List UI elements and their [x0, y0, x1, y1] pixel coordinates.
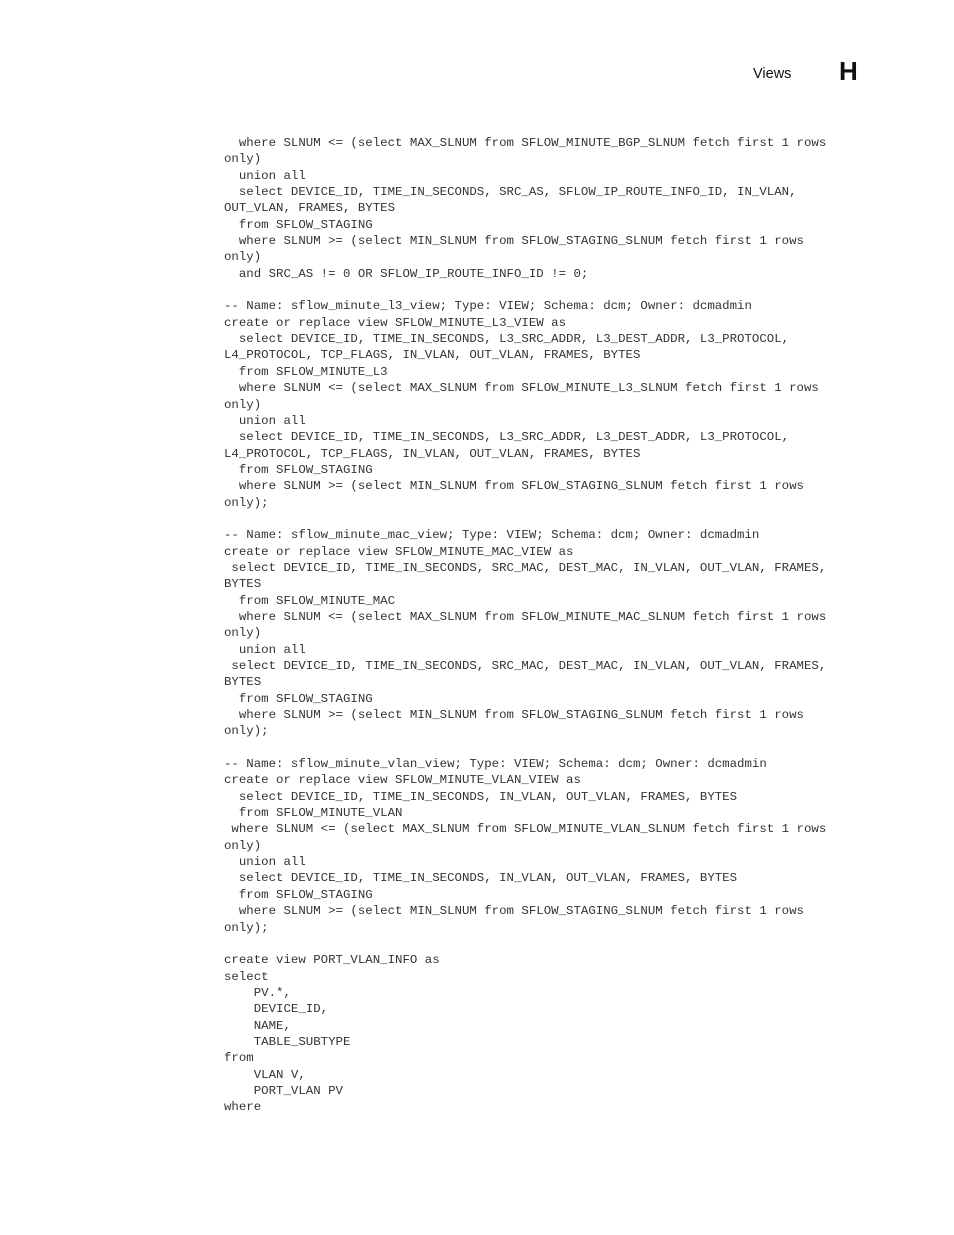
code-line: PORT_VLAN PV	[224, 1083, 343, 1098]
code-line: create view PORT_VLAN_INFO as	[224, 953, 440, 968]
code-line: L4_PROTOCOL, TCP_FLAGS, IN_VLAN, OUT_VLAN, FRAMES, BYTES	[224, 446, 641, 461]
section-title: Views	[753, 66, 792, 82]
code-line: where	[224, 1100, 262, 1115]
code-line	[224, 511, 826, 527]
code-line: from SFLOW_STAGING	[224, 691, 373, 706]
code-line: create or replace view SFLOW_MINUTE_VLAN_VIEW as	[224, 773, 581, 788]
code-line: -- Name: sflow_minute_l3_view; Type: VIEW; Schema: dcm; Owner: dcmadmin	[224, 299, 752, 314]
code-line: select DEVICE_ID, TIME_IN_SECONDS, SRC_MAC, DEST_MAC, IN_VLAN, OUT_VLAN, FRAMES,	[224, 560, 827, 575]
code-line	[224, 936, 826, 952]
code-line: only)	[224, 397, 262, 412]
code-line: PV.*,	[224, 985, 291, 1000]
code-line: only)	[224, 626, 262, 641]
code-line: create or replace view SFLOW_MINUTE_L3_VIEW as	[224, 315, 567, 330]
code-line: select DEVICE_ID, TIME_IN_SECONDS, L3_SRC_ADDR, L3_DEST_ADDR, L3_PROTOCOL,	[224, 430, 790, 445]
code-line: OUT_VLAN, FRAMES, BYTES	[224, 201, 396, 216]
code-line: from SFLOW_MINUTE_L3	[224, 364, 388, 379]
code-line: -- Name: sflow_minute_mac_view; Type: VIEW; Schema: dcm; Owner: dcmadmin	[224, 528, 760, 543]
code-line: BYTES	[224, 675, 262, 690]
code-line: union all	[224, 413, 306, 428]
code-line	[224, 282, 826, 298]
code-line: select DEVICE_ID, TIME_IN_SECONDS, IN_VLAN, OUT_VLAN, FRAMES, BYTES	[224, 789, 738, 804]
code-line: DEVICE_ID,	[224, 1002, 329, 1017]
code-line: from SFLOW_MINUTE_VLAN	[224, 806, 403, 821]
code-line: select DEVICE_ID, TIME_IN_SECONDS, IN_VLAN, OUT_VLAN, FRAMES, BYTES	[224, 871, 738, 886]
code-line: from	[224, 1051, 254, 1066]
code-line: VLAN V,	[224, 1067, 306, 1082]
code-line: only)	[224, 250, 262, 265]
code-line: from SFLOW_STAGING	[224, 887, 373, 902]
code-line: only)	[224, 838, 262, 853]
code-line: L4_PROTOCOL, TCP_FLAGS, IN_VLAN, OUT_VLAN, FRAMES, BYTES	[224, 348, 641, 363]
code-line	[224, 740, 826, 756]
code-line: select DEVICE_ID, TIME_IN_SECONDS, SRC_MAC, DEST_MAC, IN_VLAN, OUT_VLAN, FRAMES,	[224, 659, 827, 673]
code-line: only)	[224, 152, 262, 167]
code-line: select DEVICE_ID, TIME_IN_SECONDS, SRC_AS, SFLOW_IP_ROUTE_INFO_ID, IN_VLAN,	[224, 185, 797, 200]
chapter-letter: H	[839, 56, 858, 86]
code-line: only);	[224, 920, 269, 935]
code-line: where SLNUM <= (select MAX_SLNUM from SFLOW_MINUTE_BGP_SLNUM fetch first 1 rows	[224, 136, 827, 150]
code-line: union all	[224, 642, 306, 657]
code-line: union all	[224, 855, 306, 870]
code-line: where SLNUM >= (select MIN_SLNUM from SFLOW_STAGING_SLNUM fetch first 1 rows	[224, 479, 804, 494]
code-line: TABLE_SUBTYPE	[224, 1034, 351, 1049]
code-line: from SFLOW_MINUTE_MAC	[224, 593, 396, 608]
code-line: from SFLOW_STAGING	[224, 462, 373, 477]
code-line: from SFLOW_STAGING	[224, 217, 373, 232]
code-line: where SLNUM >= (select MIN_SLNUM from SFLOW_STAGING_SLNUM fetch first 1 rows	[224, 234, 804, 249]
code-line: only);	[224, 724, 269, 739]
code-line: BYTES	[224, 577, 262, 592]
code-line: where SLNUM <= (select MAX_SLNUM from SFLOW_MINUTE_VLAN_SLNUM fetch first 1 rows	[224, 822, 827, 837]
code-line: union all	[224, 168, 306, 183]
code-line: select DEVICE_ID, TIME_IN_SECONDS, L3_SRC_ADDR, L3_DEST_ADDR, L3_PROTOCOL,	[224, 332, 790, 347]
code-block	[224, 135, 826, 1116]
code-line: select	[224, 969, 269, 984]
code-line: and SRC_AS != 0 OR SFLOW_IP_ROUTE_INFO_ID != 0;	[224, 266, 589, 281]
code-line: where SLNUM <= (select MAX_SLNUM from SFLOW_MINUTE_MAC_SLNUM fetch first 1 rows	[224, 609, 827, 624]
code-line: only);	[224, 495, 269, 510]
code-line: where SLNUM >= (select MIN_SLNUM from SFLOW_STAGING_SLNUM fetch first 1 rows	[224, 708, 804, 723]
code-line: -- Name: sflow_minute_vlan_view; Type: VIEW; Schema: dcm; Owner: dcmadmin	[224, 757, 767, 772]
code-line: create or replace view SFLOW_MINUTE_MAC_VIEW as	[224, 544, 574, 559]
code-line: where SLNUM <= (select MAX_SLNUM from SFLOW_MINUTE_L3_SLNUM fetch first 1 rows	[224, 381, 819, 396]
code-line: where SLNUM >= (select MIN_SLNUM from SFLOW_STAGING_SLNUM fetch first 1 rows	[224, 904, 804, 919]
code-line: NAME,	[224, 1018, 291, 1033]
